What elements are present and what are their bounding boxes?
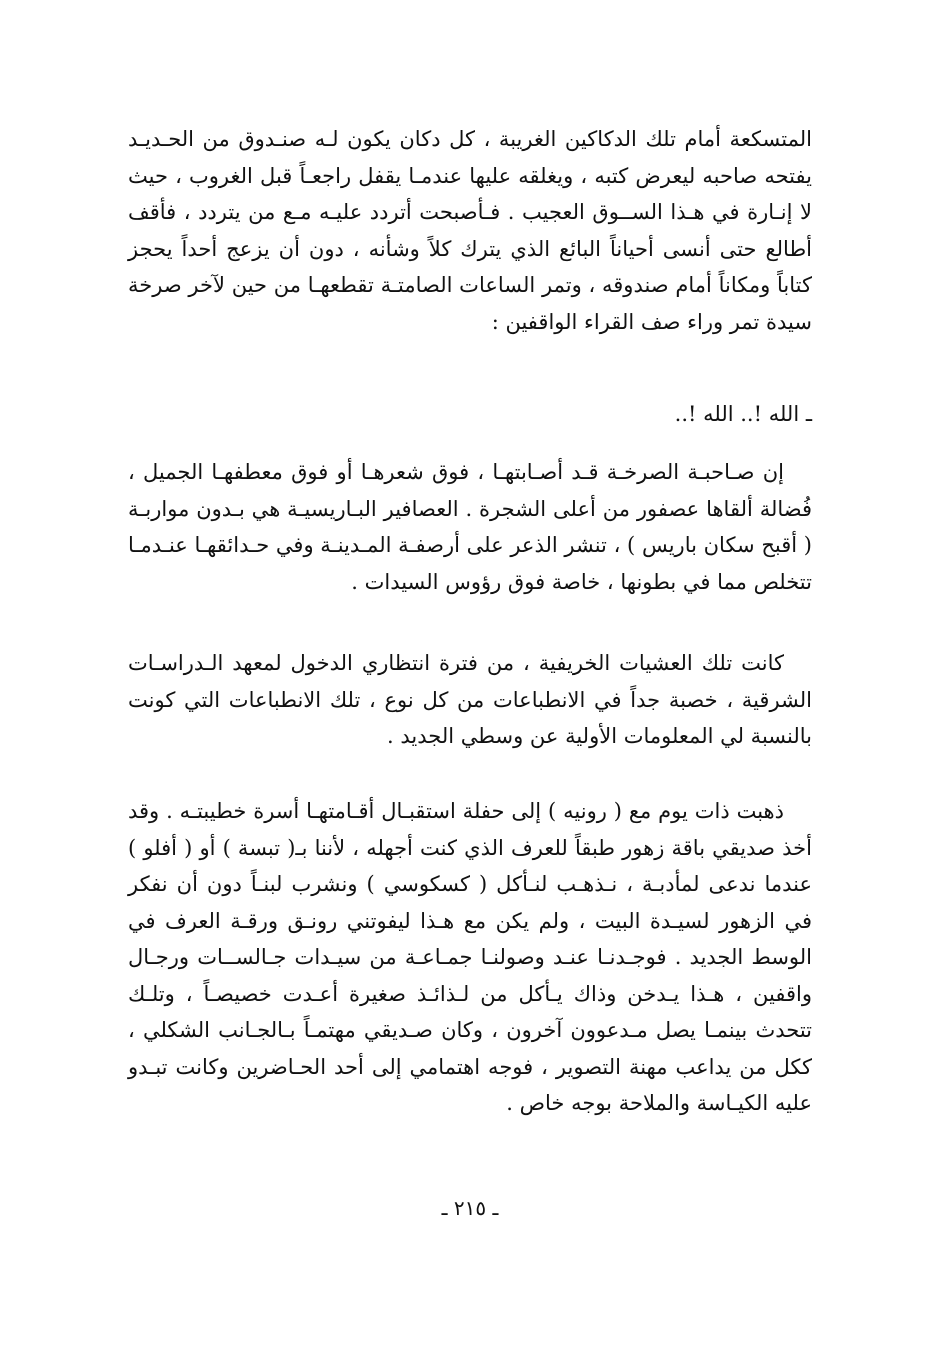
- page-number: ـ ٢١٥ ـ: [441, 1196, 499, 1220]
- paragraph-autumn-evenings: كانت تلك العشيات الخريفية ، من فترة انتظاري الدخول لمعهد الـدراسـات الشرقية ، خصبة جداً في الانطباعات من كل نوع ، تلك الانطباعات التي كونت بالنسبة لي المعلومات الأولية عن وسطي الجديد .: [128, 651, 812, 748]
- paragraph-bookstalls: المتسكعة أمام تلك الدكاكين الغريبة ، كل دكان يكون لـه صنـدوق من الحـديـد يفتحه صاحبه ليعرض كتبه ، ويغلقه عليها عندمـا يقفل راجعـاً قبل الغروب ، حيث لا إنـارة في هـذا الســوق العجيب . فـأصبحت أتردد عليـه مـع من يتردد ، فأقف أطالع حتى أنسى أحياناً البائع الذي يترك كلاً وشأنه ، دون أن يزعج أحداً يحجز كتاباً ومكاناً أمام صندوقه ، وتمر الساعات الصامتـة تقطعهـا من حين لآخر صرخة سيدة تمر وراء صف القراء الواقفين :: [128, 127, 812, 334]
- paragraph-exclamation: ـ الله !.. الله !..: [674, 402, 812, 426]
- paragraph-sparrows: إن صـاحبـة الصرخـة قـد أصـابتهـا ، فوق شعرهـا أو فوق معطفهـا الجميل ، فُضالة ألقاها عصفور من أعلى الشجرة . العصافير البـاريسيـة هي بـدون مواربـة ( أقبح سكان باريس ) ، تنشر الذعر على أرصفـة المـدينـة وفي حـدائقهـا عنـدمـا تتخلص مما في بطونها ، خاصة فوق رؤوس السيدات .: [128, 460, 812, 594]
- paragraph-reception: ذهبت ذات يوم مع ( رونيه ) إلى حفلة استقبـال أقـامتهـا أسرة خطيبتـه . وقد أخذ صديقي باقة زهور طبقاً للعرف الذي كنت أجهله ، لأننا بـ( تبسة ) أو ( أفلو ) عندما ندعى لمأدبـة ، نـذهـب لنـأكل ( كسكوسي ) ونشرب لبنـاً دون أن نفكر في الزهور لسيـدة البيت ، ولم يكن مع هـذا ليفوتني رونـق ورقـة العرف في الوسط الجديد . فوجـدنـا عنـد وصولنـا جمـاعـة من سيـدات جـالســات ورجـال واقفين ، هـذا يـدخن وذاك يـأكل من لـذائـذ صغيرة أعـدت خصيصـاً ، وتلـك تتحدث بينمـا يصل مـدعوون آخرون ، وكان صـديقي مهتمـاً بـالجـانب الشكلي ، ككل من يداعب مهنة التصوير ، فوجه اهتمامي إلى أحد الحـاضرين وكانت تبـدو عليه الكيـاسة والملاحة بوجه خاص .: [128, 799, 812, 1115]
